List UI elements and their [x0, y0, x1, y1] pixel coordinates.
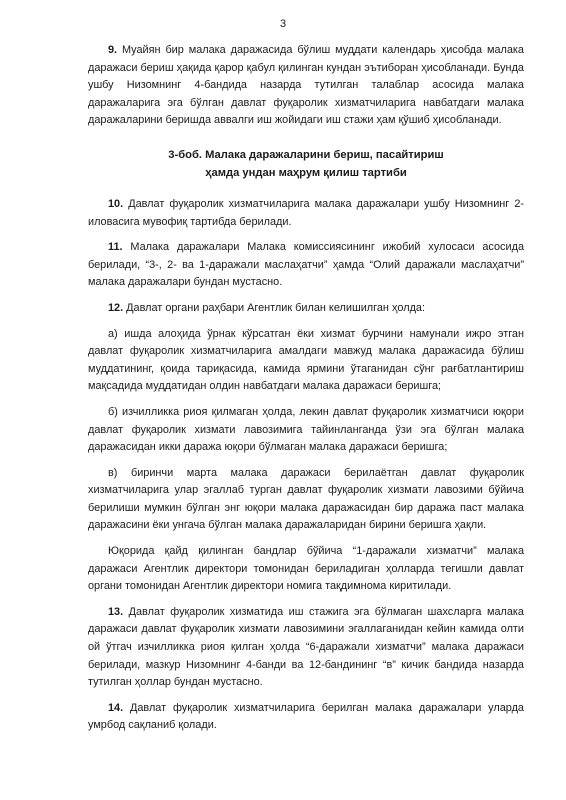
document-body: [88, 42, 524, 735]
paragraph-text: Давлат органи раҳбари Агентлик билан келишилган ҳолда:: [123, 301, 426, 314]
paragraph-number: 10.: [108, 197, 124, 210]
paragraph-text: Давлат фуқаролик хизматчиларига берилган малака даражалари уларда умрбод сақланиб қолади.: [88, 701, 524, 732]
chapter-heading-line-2: ҳамда ундан маҳрум қилиш тартиби: [205, 166, 407, 179]
paragraph-number: 9.: [108, 44, 118, 56]
paragraph-number: 11.: [108, 241, 123, 254]
paragraph-number: 12.: [108, 301, 124, 314]
paragraph-12: [88, 300, 524, 318]
paragraph-10: [88, 196, 524, 231]
paragraph-number: 14.: [108, 701, 124, 714]
paragraph-12-c: в) биринчи марта малака даражаси берилаётган давлат фуқаролик хизматчиларига улар эгаллаб турган давлат фуқаролик хизмати лавозими бўйича берилиши мумкин бўлган энг юқори малака даражасидан бир даража паст малака даражасини ёки унгача бўлган малака даражаларидан бирини беришга ҳақли.: [88, 466, 524, 532]
page-number: 3: [279, 18, 287, 30]
paragraph-text: Давлат фуқаролик хизматчиларига малака даражалари ушбу Низомнинг 2-иловасига мувофиқ тартибда берилади.: [88, 197, 524, 228]
paragraph-12-b: б) изчилликка риоя қилмаган ҳолда, лекин давлат фуқаролик хизматчиси юқори давлат фуқаролик хизмати лавозимига тайинланганда ўзи эга бўлган малака даражасидан икки даража юқори бўлмаган малака даражаси беришга;: [88, 405, 524, 454]
paragraph-14: [88, 700, 524, 735]
paragraph-text: Малака даражалари Малака комиссиясининг ижобий хулосаси асосида берилади, “3-, 2- ва 1-даражали маслаҳатчи” ҳамда “Олий даражали маслаҳатчи” малака даражалари бундан мустасно.: [88, 241, 524, 289]
paragraph-9: [88, 42, 524, 130]
paragraph-12-note: Юқорида қайд қилинган бандлар бўйича “1-даражали хизматчи” малака даражаси Агентлик директори томонидан бериладиган ҳолларда тегишли давлат органи томонидан Агентлик директори номига тақдимнома киритилади.: [88, 545, 524, 593]
paragraph-number: 13.: [108, 605, 124, 618]
paragraph-12-a: а) ишда алоҳида ўрнак кўрсатган ёки хизмат бурчини намунали ижро этган давлат фуқаролик хизматчиларига амалдаги мавжуд малака даражасида бўлиш муддатининг, қоида тариқасида, камида ярмини ўтаганидан сўнг рағбатлантириш мақсадида муддатидан олдин навбатдаги малака даражаси беришга;: [88, 327, 524, 393]
chapter-heading-line-1: 3-боб. Малака даражаларини бериш, пасайтириш: [168, 148, 444, 161]
paragraph-11: [88, 239, 524, 292]
paragraph-13: [88, 604, 524, 692]
chapter-heading: [88, 146, 524, 182]
paragraph-text: Муайян бир малака даражасида бўлиш муддати календарь ҳисобда малака даражаси бериш ҳақида қарор қабул қилинган кундан эътиборан ҳисобланади. Бунда ушбу Низомнинг 4-бандида назарда тутилган талаблар асосида малака даражаларига эга бўлган давлат фуқаролик хизматчиларига навбатдаги малака даражаларини беришда аввалги иш жойидаги иш стажи ҳам қўшиб ҳисобланади.: [88, 44, 524, 127]
paragraph-text: Давлат фуқаролик хизматида иш стажига эга бўлмаган шахсларга малака даражаси давлат фуқаролик хизмати лавозимини эгаллаганидан кейин камида олти ой ўтгач изчилликка риоя қилган ҳолда “6-даражали хизматчи” малака даражаси берилади, мазкур Низомнинг 4-банди ва 12-бандининг “в” кичик бандида назарда тутилган ҳоллар бундан мустасно.: [88, 605, 524, 689]
